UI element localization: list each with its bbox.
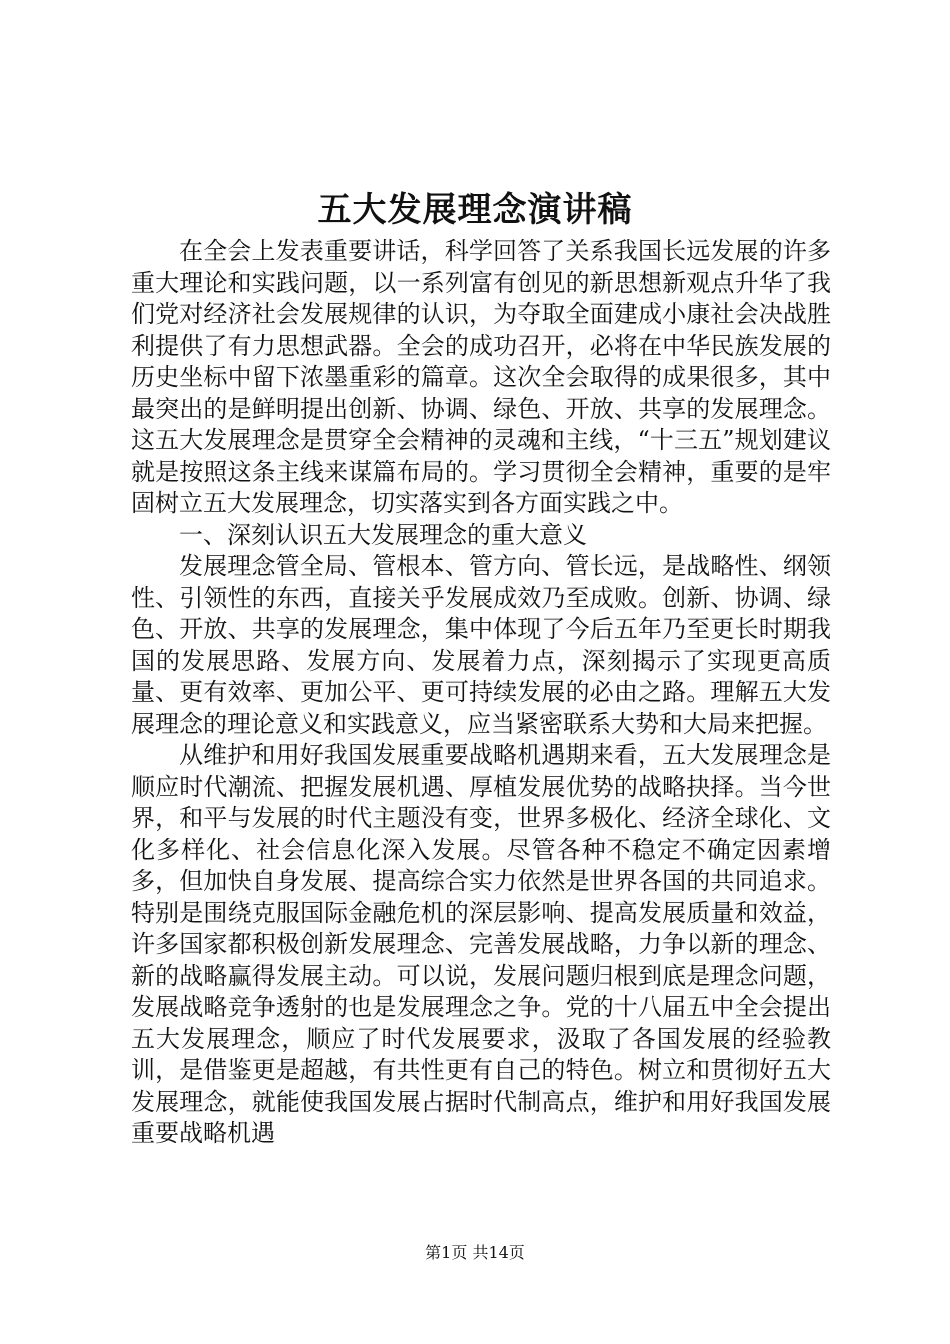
page-number-footer: 第1页 共14页	[425, 1243, 525, 1262]
intro-paragraph: 在全会上发表重要讲话，科学回答了关系我国长远发展的许多重大理论和实践问题，以一系列富有创见的新思想新观点升华了我们党对经济社会发展规律的认识，为夺取全面建成小康社会决战胜利提供了有力思想武器。全会的成功召开，必将在中华民族发展的历史坐标中留下浓墨重彩的篇章。这次全会取得的成果很多，其中最突出的是鲜明提出创新、协调、绿色、开放、共享的发展理念。这五大发展理念是贯穿全会精神的灵魂和主线，“十三五”规划建议就是按照这条主线来谋篇布局的。学习贯彻全会精神，重要的是牢固树立五大发展理念，切实落实到各方面实践之中。	[131, 237, 831, 517]
section-heading: 一、深刻认识五大发展理念的重大意义	[179, 520, 587, 549]
body-paragraph: 从维护和用好我国发展重要战略机遇期来看，五大发展理念是顺应时代潮流、把握发展机遇、厚植发展优势的战略抉择。当今世界，和平与发展的时代主题没有变，世界多极化、经济全球化、文化多样化、社会信息化深入发展。尽管各种不稳定不确定因素增多，但加快自身发展、提高综合实力依然是世界各国的共同追求。特别是围绕克服国际金融危机的深层影响、提高发展质量和效益，许多国家都积极创新发展理念、完善发展战略，力争以新的理念、新的战略赢得发展主动。可以说，发展问题归根到底是理念问题，发展战略竞争透射的也是发展理念之争。党的十八届五中全会提出五大发展理念，顺应了时代发展要求，汲取了各国发展的经验教训，是借鉴更是超越，有共性更有自己的特色。树立和贯彻好五大发展理念，就能使我国发展占据时代制高点，维护和用好我国发展重要战略机遇	[131, 741, 831, 1147]
document-title: 五大发展理念演讲稿	[317, 190, 633, 230]
document-body	[131, 236, 831, 1150]
body-paragraph: 发展理念管全局、管根本、管方向、管长远，是战略性、纲领性、引领性的东西，直接关乎发展成效乃至成败。创新、协调、绿色、开放、共享的发展理念，集中体现了今后五年乃至更长时期我国的发展思路、发展方向、发展着力点，深刻揭示了实现更高质量、更有效率、更加公平、更可持续发展的必由之路。理解五大发展理念的理论意义和实践意义，应当紧密联系大势和大局来把握。	[131, 552, 831, 738]
